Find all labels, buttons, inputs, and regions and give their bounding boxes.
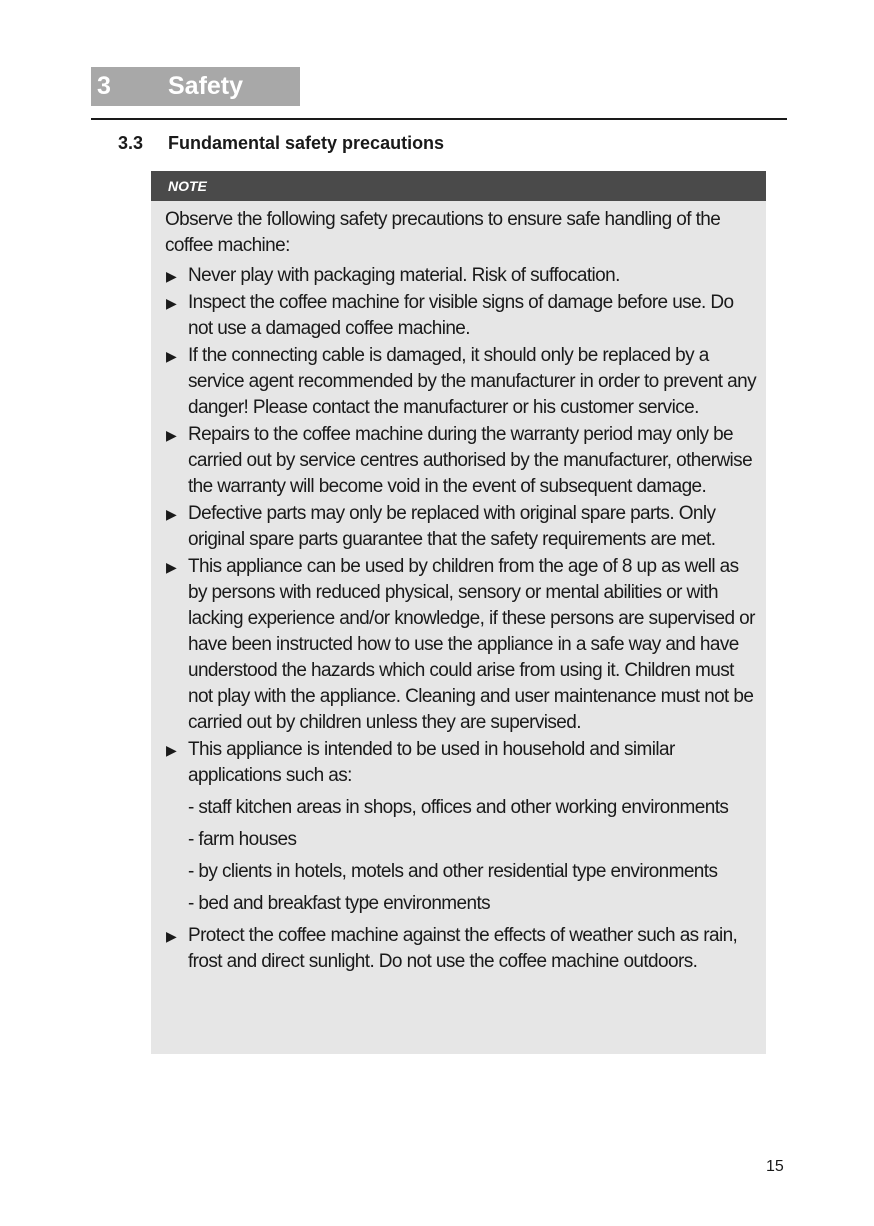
note-body <box>151 201 766 975</box>
page-number: 15 <box>766 1158 784 1175</box>
list-item-text: Protect the coffee machine against the effects of weather such as rain, frost and direct sunlight. Do not use the coffee machine outdoors. <box>188 925 738 972</box>
usage-sublist <box>188 795 756 917</box>
list-item <box>165 737 756 917</box>
list-item <box>165 290 756 342</box>
sublist-item: - staff kitchen areas in shops, offices and other working environments <box>188 797 729 818</box>
note-label: NOTE <box>151 171 766 201</box>
sublist-item: - farm houses <box>188 829 297 850</box>
list-item-text: Never play with packaging material. Risk of suffocation. <box>188 265 620 286</box>
bullet-arrow-icon: ▶ <box>166 295 177 311</box>
bullet-arrow-icon: ▶ <box>166 742 177 758</box>
list-item-text: If the connecting cable is damaged, it should only be replaced by a service agent recommended by the manufacturer in order to prevent any danger! Please contact the manufacturer or his customer service. <box>188 345 756 418</box>
list-item-text: Inspect the coffee machine for visible signs of damage before use. Do not use a damaged coffee machine. <box>188 292 734 339</box>
chapter-banner <box>91 67 300 106</box>
section-heading <box>118 133 444 154</box>
list-item-text: Repairs to the coffee machine during the warranty period may only be carried out by service centres authorised by the manufacturer, otherwise the warranty will become void in the event of subsequent damage. <box>188 424 753 497</box>
note-intro: Observe the following safety precautions to ensure safe handling of the coffee machine: <box>165 209 721 256</box>
chapter-number: 3 <box>97 72 111 100</box>
sublist-item: - by clients in hotels, motels and other residential type environments <box>188 861 718 882</box>
note-box <box>151 171 766 1054</box>
list-item <box>165 422 756 500</box>
precaution-list <box>165 263 756 975</box>
list-item <box>165 554 756 736</box>
list-item <box>165 343 756 421</box>
list-item-text: This appliance is intended to be used in household and similar applications such as: <box>188 739 675 786</box>
bullet-arrow-icon: ▶ <box>166 427 177 443</box>
bullet-arrow-icon: ▶ <box>166 506 177 522</box>
bullet-arrow-icon: ▶ <box>166 348 177 364</box>
bullet-arrow-icon: ▶ <box>166 268 177 284</box>
bullet-arrow-icon: ▶ <box>166 928 177 944</box>
section-number: 3.3 <box>118 133 144 153</box>
section-title: Fundamental safety precautions <box>168 133 445 153</box>
list-item <box>165 263 756 289</box>
chapter-title: Safety <box>168 72 244 100</box>
list-item-text: Defective parts may only be replaced with original spare parts. Only original spare parts guarantee that the safety requirements are met. <box>188 503 716 550</box>
list-item <box>165 501 756 553</box>
list-item <box>165 923 756 975</box>
header-rule <box>91 118 787 120</box>
bullet-arrow-icon: ▶ <box>166 559 177 575</box>
list-item-text: This appliance can be used by children from the age of 8 up as well as by persons with reduced physical, sensory or mental abilities or with lacking experience and/or knowledge, if these persons are supervised or have been instructed how to use the appliance in a safe way and have understood the hazards which could arise from using it. Children must not play with the appliance. Cleaning and user maintenance must not be carried out by children unless they are supervised. <box>188 556 755 733</box>
sublist-item: - bed and breakfast type environments <box>188 893 491 914</box>
